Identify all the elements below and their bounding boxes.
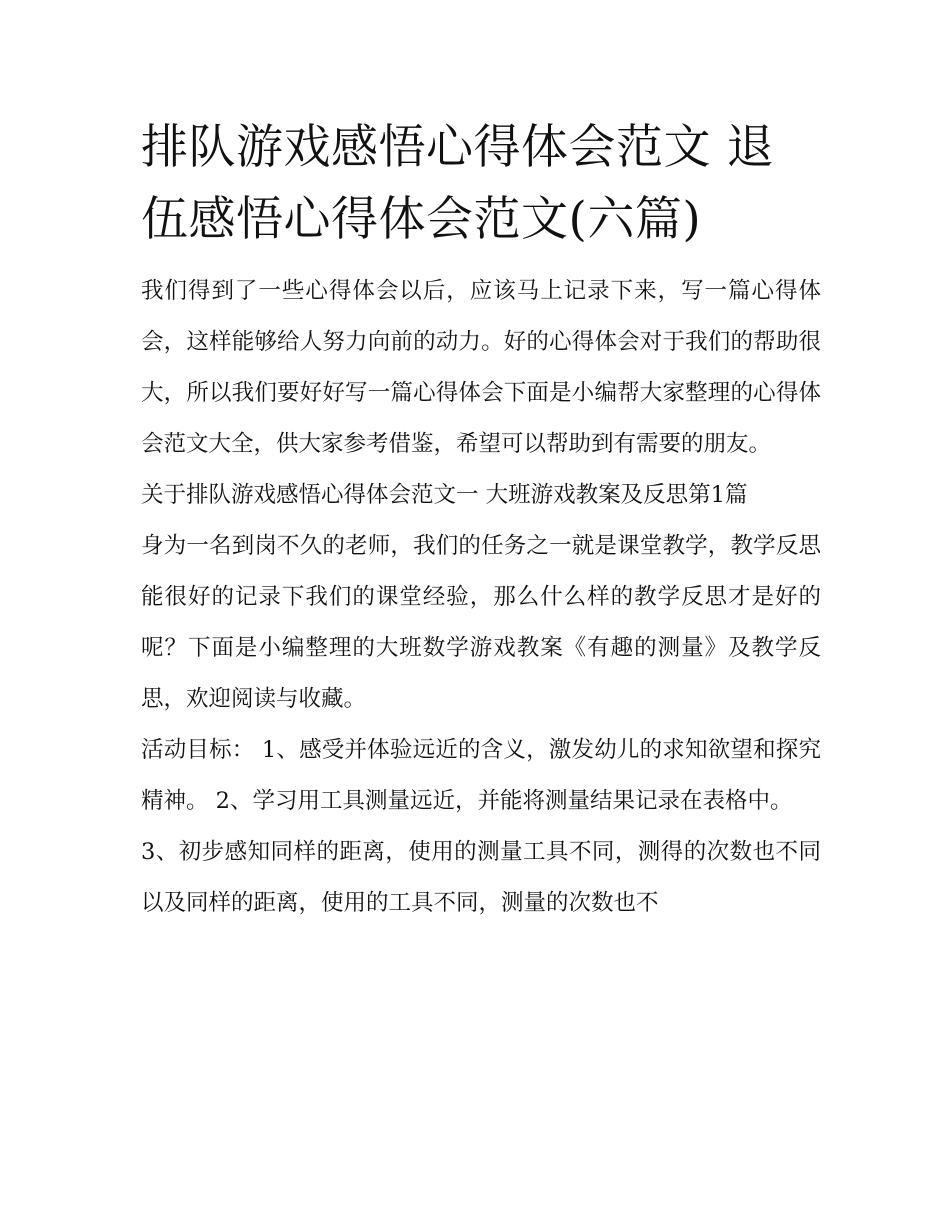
document-title: 排队游戏感悟心得体会范文 退伍感悟心得体会范文(六篇) — [141, 120, 774, 247]
section-heading: 关于排队游戏感悟心得体会范文一 大班游戏教案及反思第1篇 — [141, 482, 748, 508]
body-paragraph: 身为一名到岗不久的老师，我们的任务之一就是课堂教学，教学反思能很好的记录下我们的课堂经验，那么什么样的教学反思才是好的呢？下面是小编整理的大班数学游戏教案《有趣的测量》及教学反思，欢迎阅读与收藏。 — [141, 533, 821, 712]
document-body — [141, 112, 821, 929]
goal-item-3: 3、初步感知同样的距离，使用的测量工具不同，测得的次数也不同以及同样的距离，使用的工具不同，测量的次数也不 — [141, 839, 821, 916]
activity-goals-paragraph: 活动目标： 1、感受并体验远近的含义，激发幼儿的求知欲望和探究精神。 2、学习用工具测量远近，并能将测量结果记录在表格中。 — [141, 737, 821, 814]
intro-paragraph: 我们得到了一些心得体会以后，应该马上记录下来，写一篇心得体会，这样能够给人努力向前的动力。好的心得体会对于我们的帮助很大，所以我们要好好写一篇心得体会下面是小编帮大家整理的心得体会范文大全，供大家参考借鉴，希望可以帮助到有需要的朋友。 — [141, 278, 821, 457]
